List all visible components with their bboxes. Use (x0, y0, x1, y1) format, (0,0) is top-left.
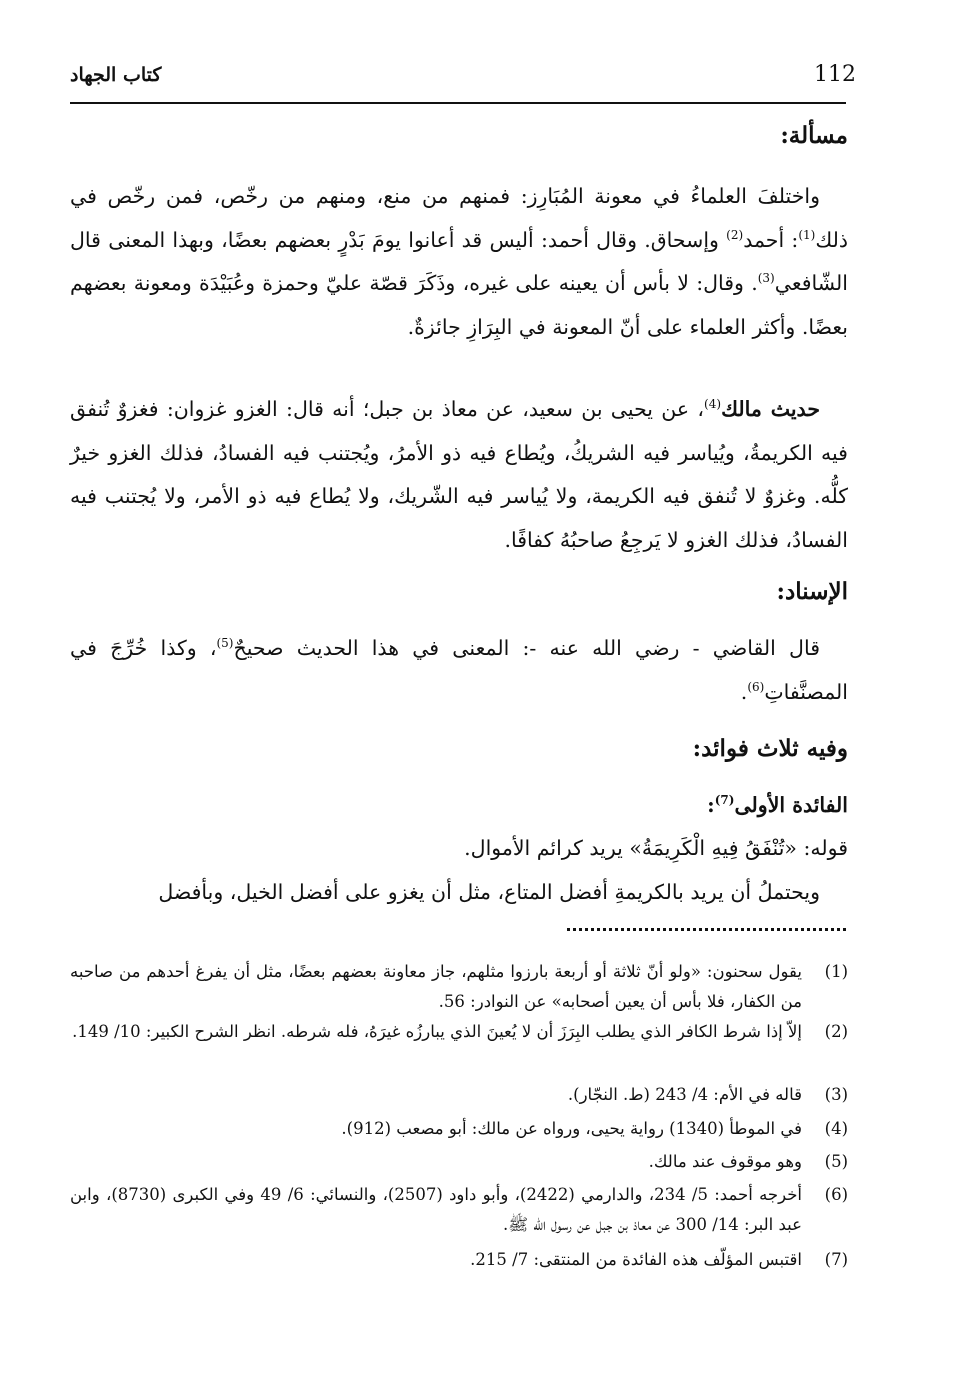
footnote-number: (5) (824, 1152, 848, 1171)
masala-text-2: : أحمد (743, 227, 799, 252)
masala-heading: مسألة: (780, 122, 848, 149)
footnote-number: (1) (824, 962, 848, 981)
footnote-separator (567, 928, 846, 931)
footnote-ref-4: (4) (704, 397, 722, 412)
footnote-number: (4) (824, 1119, 848, 1138)
footnote-text: قاله في الأم: 4/ 243 (ط. النجّار). (567, 1085, 802, 1104)
footnote-text: يقول سحنون: «ولو أنّ ثلاثة أو أربعة بارزوا مثلهم، جاز معاونة بعضهم بعضًا، مثل أن يفرغ أحدهم من صاحبه من الكفار، فلا بأس أن يعين أصحابه» عن النوادر: 56. (70, 962, 802, 1011)
faida-heading: الفائدة الأولى (734, 793, 848, 817)
footnote-ref-7: (7) (714, 793, 735, 808)
isnad-text-3: . (740, 679, 748, 704)
qawl-paragraph: قوله: «تُنْفَقُ فِيهِ الْكَرِيمَةُ» يريد كرائم الأموال. (464, 836, 848, 860)
footnote-number: (7) (824, 1250, 848, 1269)
footnote-1 (70, 957, 848, 1016)
footnote-text: أخرجه أحمد: 5/ 234، والدارمي (2422)، وأبو داود (2507)، والنسائي: 6/ 49 وفي الكبرى (8730)، وابن عبد البر: 14/ 300 عن معاذ بن جبل عن رسول الله ﷺ. (70, 1185, 802, 1234)
footnote-7 (70, 1245, 848, 1275)
faida-heading-line (108, 784, 848, 828)
footnote-number: (2) (824, 1022, 848, 1041)
isnad-text: قال القاضي - رضي الله عنه -: المعنى في هذا الحديث صحيحٌ (233, 636, 820, 660)
hadith-paragraph (70, 388, 848, 562)
isnad-paragraph (70, 627, 848, 714)
page-number: 112 (814, 62, 856, 87)
isnad-text-2: ، وكذا خُرِّجَ في المصنَّفاتِ (70, 636, 848, 704)
footnote-text: اقتبس المؤلّف هذه الفائدة من المنتقى: 7/ 215. (470, 1250, 802, 1269)
masala-text-4: . وقال: لا بأس أن يعينه على غيره، وذَكَرَ قصّة عليّ وحمزة وعُبَيْدَة ومعونة بعضهم بعضًا. وأكثر العلماء على أنّ المعونة في البِرَازِ جائزةٌ. (70, 271, 848, 339)
footnote-2 (70, 1017, 848, 1047)
fawaid-heading: وفيه ثلاث فوائد: (692, 735, 848, 762)
footnote-text: في الموطأ (1340) رواية يحيى، ورواه عن مالك: أبو مصعب (912). (341, 1119, 802, 1138)
book-title: كتاب الجهاد (70, 64, 162, 86)
hadith-label: حديث مالك (721, 397, 820, 421)
footnote-ref-2: (2) (726, 227, 744, 242)
footnote-3 (70, 1080, 848, 1110)
footnote-number: (3) (824, 1085, 848, 1104)
isnad-heading: الإسناد: (776, 578, 848, 605)
masala-paragraph (70, 175, 848, 349)
footnote-text: وهو موقوف عند مالك. (648, 1152, 802, 1171)
footnote-ref-5: (5) (216, 636, 234, 651)
footnote-4 (70, 1114, 848, 1144)
hadith-text: ، عن يحيى بن سعيد، عن معاذ بن جبل؛ أنه قال: الغزو غزوان: فغزوٌ تُنفق فيه الكريمةُ، ويُياسر فيه الشريكُ، ويُطاع فيه ذو الأمرُ، ويُجتنب فيه الفسادُ، فذلك الغزو خيرٌ كلُّه. وغزوٌ لا تُنفق فيه الكريمة، ولا يُياسر فيه الشّريك، ولا يُطاع فيه ذو الأمر، ولا يُجتنب فيه الفسادُ، فذلك الغزو لا يَرجِعُ صاحبُهُ كفافًا. (70, 397, 848, 552)
masala-text: واختلفَ العلماءُ في معونة المُبَارِز: فمنهم من منع، ومنهم من رخّص، فمن رخّص في ذلك (70, 184, 849, 252)
footnote-text: إلاّ إذا شرط الكافر الذي يطلب البِرَزَ أن لا يُعينَ الذي يبارزُه غيرَهُ، فله شرطه. انظر الشرح الكبير: 10/ 149. (72, 1022, 802, 1041)
last-paragraph: ويحتملُ أن يريد بالكريمةِ أفضل المتاع، مثل أن يغزو على أفضل الخيل، وبأفضل (158, 880, 820, 904)
running-header (70, 62, 856, 104)
footnote-5 (70, 1147, 848, 1177)
masala-text-3: وإسحاق. وقال أحمد: أليس قد أعانوا يومَ بَدْرٍ بعضهم بعضًا، وبهذا المعنى قال الشّافعي (70, 227, 848, 296)
footnote-number: (6) (824, 1185, 848, 1204)
faida-colon: : (707, 793, 715, 817)
footnote-ref-1: (1) (798, 227, 816, 242)
footnote-6 (70, 1180, 848, 1239)
footnote-ref-6: (6) (747, 679, 765, 694)
footnote-ref-3: (3) (757, 271, 775, 286)
